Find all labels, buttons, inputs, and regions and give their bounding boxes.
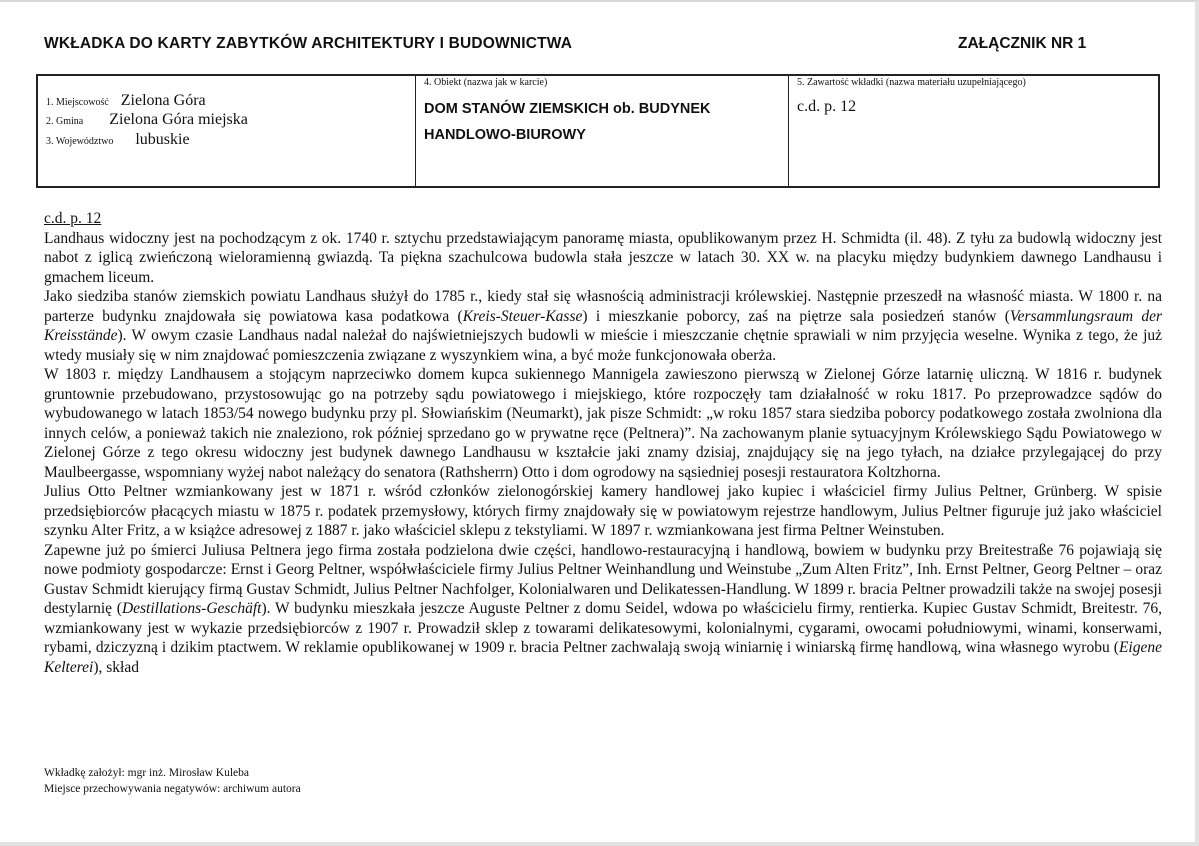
document-body [44,209,1162,677]
commune-value: Zielona Góra miejska [109,111,248,128]
footer [44,765,301,797]
location-cell [38,76,416,186]
paragraph-1: Landhaus widoczny jest na pochodzącym z ok. 1740 r. sztychu przedstawiającym panoramę miasta, opublikowanym przez H. Schmidta (il. 48). Z tyłu za budowlą widoczny jest nabot z iglicą zwieńczoną wieloramienną gwiazdą. Ta piękna szachulcowa budowla stała jeszcze w latach 30. XX w. na placyku między budynkiem dawnego Landhausu i gmachem liceum. [44,229,1162,286]
continuation-heading: c.d. p. 12 [44,210,102,227]
header-table [36,74,1160,188]
paragraph-3: W 1803 r. między Landhausem a stojącym naprzeciwko domem kupca sukiennego Mannigela zawieszono pierwszą w Zielonej Górze latarnię uliczną. W 1816 r. budynek gruntownie przebudowano, przystosowując go na potrzeby sądu powiatowego i miejskiego, które rozpoczęły tam działalność w roku 1817. Po przeprowadzce sądów do wybudowanego w latach 1853/54 nowego budynku przy pl. Słowiańskim (Neumarkt), jak pisze Schmidt: „w roku 1857 stara siedziba poborcy podatkowego została zwolniona dla innych celów, a ponieważ takich nie znaleziono, rok później sprzedano go w prywatne ręce (Peltnera)”. Na zachowanym planie sytuacyjnym Królewskiego Sądu Powiatowego w Zielonej Górze z tego okresu widoczny jest budynek dawnego Landhausu w kształcie jaki znamy dzisiaj, znajdujący się na jego tyłach, na działce przylegającej do przy Maulbeergasse, wspomniany wyżej nabot należący do senatora (Rathsherrn) Otto i dom ogrodowy na sąsiedniej posesji restauratora Koltzhorna. [44,366,1162,481]
storage-line: Miejsce przechowywania negatywów: archiwum autora [44,783,301,795]
paragraph-2: Jako siedziba stanów ziemskich powiatu Landhaus służył do 1785 r., kiedy stał się własnością administracji królewskiej. Następnie przeszedł na własność miasta. W 1800 r. na parterze budynku znajdowała się powiatowa kasa podatkowa (Kreis-Steuer-Kasse) i mieszkanie poborcy, zaś na piętrze sala posiedzeń stanów (Versammlungsraum der Kreisstände). W owym czasie Landhaus nadal należał do najświetniejszych budowli w mieście i mieszczanie chętnie sprawiali w nim przyjęcia weselne. Wynika z tego, że już wtedy musiały się w nim znajdować pomieszczenia związane z wyszynkiem wina, a być może funkcjonowała oberża. [44,288,1162,364]
paragraph-4: Julius Otto Peltner wzmiankowany jest w 1871 r. wśród członków zielonogórskiej kamery handlowej jako kupiec i właściciel firmy Julius Peltner, Grünberg. W spisie przedsiębiorców płacących miastu w 1875 r. podatek przemysłowy, których firmy znajdowały się w powiatowym rejestrze handlowym, Julius Peltner figuruje już jako właściciel szynku Alter Fritz, a w książce adresowej z 1887 r. jako właściciel sklepu z tekstyliami. W 1897 r. wzmiankowana jest firma Peltner Weinstuben. [44,483,1162,539]
place-row [46,92,206,110]
voivodeship-label: 3. Województwo [46,136,114,147]
place-value: Zielona Góra [120,92,206,109]
voivodeship-row [46,131,190,149]
commune-label: 2. Gmina [46,116,84,127]
object-name: DOM STANÓW ZIEMSKICH ob. BUDYNEK HANDLOWO-BIUROWY [424,101,711,143]
content-label: 5. Zawartość wkładki (nazwa materiału uzupełniającego) [797,77,1026,88]
commune-row [46,111,248,129]
content-value: c.d. p. 12 [797,98,857,115]
place-label: 1. Miejscowość [46,97,109,108]
form-title: WKŁADKA DO KARTY ZABYTKÓW ARCHITEKTURY I BUDOWNICTWA [44,35,573,52]
object-cell [416,76,789,186]
attachment-number: ZAŁĄCZNIK NR 1 [958,35,1087,52]
voivodeship-value: lubuskie [135,131,190,148]
content-cell [789,76,1158,186]
author-line: Wkładkę założył: mgr inż. Mirosław Kuleba [44,767,250,779]
paragraph-5: Zapewne już po śmierci Juliusa Peltnera jego firma została podzielona dwie części, handlowo-restauracyjną i handlową, bowiem w budynku przy Breitestraße 76 pojawiają się nowe podmioty gospodarcze: Ernst i Georg Peltner, współwłaściciele firmy Julius Peltner Weinhandlung und Weinstube „Zum Alten Fritz”, Inh. Ernst Peltner, Georg Peltner – oraz Gustav Schmidt kierujący firmą Gustav Schmidt, Julius Peltner Nachfolger, Kolonialwaren und Delikatessen-Handlung. W 1899 r. bracia Peltner prowadzili także na swojej posesji destylarnię (Destillations-Geschäft). W budynku mieszkała jeszcze Auguste Peltner z domu Seidel, wdowa po właścicielu firmy, rentierka. Kupiec Gustav Schmidt, Breitestr. 76, wzmiankowany jest w wykazie przedsiębiorców z 1907 r. Prowadził sklep z towarami delikatesowymi, kolonialnymi, cygarami, owocami południowymi, winami, konserwami, rybami, dziczyzną i dzikim ptactwem. W reklamie opublikowanej w 1909 r. bracia Peltner zachwalają swoją winiarnię i winiarską firmę handlową, wina własnego wyrobu (Eigene Kelterei), skład [44,541,1162,676]
object-label: 4. Obiekt (nazwa jak w karcie) [424,77,548,88]
